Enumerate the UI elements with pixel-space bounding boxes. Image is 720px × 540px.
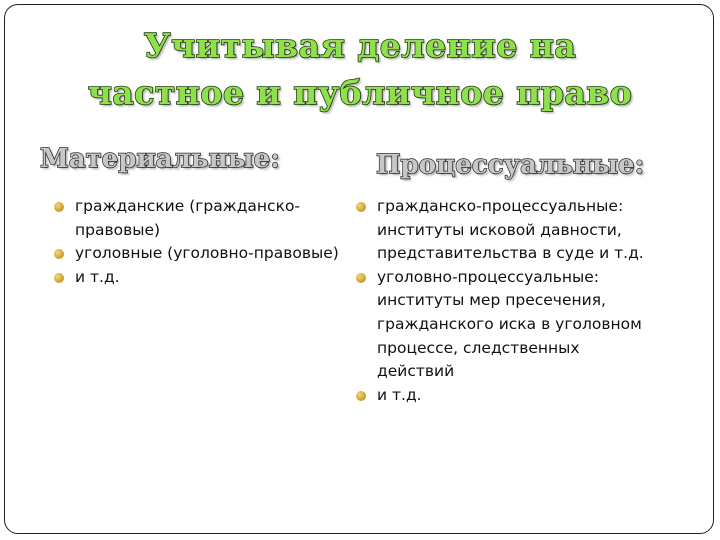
bullet-dot-icon xyxy=(54,249,64,259)
list-item xyxy=(54,195,344,242)
bullet-dot-icon xyxy=(356,391,366,401)
left-column-heading: Материальные: xyxy=(40,144,280,174)
list-item xyxy=(54,242,344,266)
list-item xyxy=(54,266,344,290)
list-item xyxy=(356,266,656,384)
list-item-text: и т.д. xyxy=(75,267,120,286)
left-bullet-list xyxy=(54,195,344,289)
slide-title-line-2: частное и публичное право xyxy=(87,73,633,112)
list-item-text: уголовно-процессуальные: институты мер пресечения, гражданского иска в уголовном процессе, следственных действий xyxy=(377,267,642,381)
slide-title-line-1: Учитывая деление на xyxy=(143,26,577,65)
list-item-text: гражданские (гражданско-правовые) xyxy=(75,197,301,239)
list-item xyxy=(356,384,656,408)
right-bullet-list xyxy=(356,195,656,407)
right-column-heading: Процессуальные: xyxy=(376,150,645,180)
bullet-dot-icon xyxy=(54,273,64,283)
bullet-dot-icon xyxy=(356,273,366,283)
list-item-text: и т.д. xyxy=(377,385,422,404)
list-item-text: гражданско-процессуальные: институты исковой давности, представительства в суде и т.д. xyxy=(377,197,644,263)
list-item-text: уголовные (уголовно-правовые) xyxy=(75,244,339,263)
bullet-dot-icon xyxy=(356,202,366,212)
bullet-dot-icon xyxy=(54,202,64,212)
list-item xyxy=(356,195,656,266)
